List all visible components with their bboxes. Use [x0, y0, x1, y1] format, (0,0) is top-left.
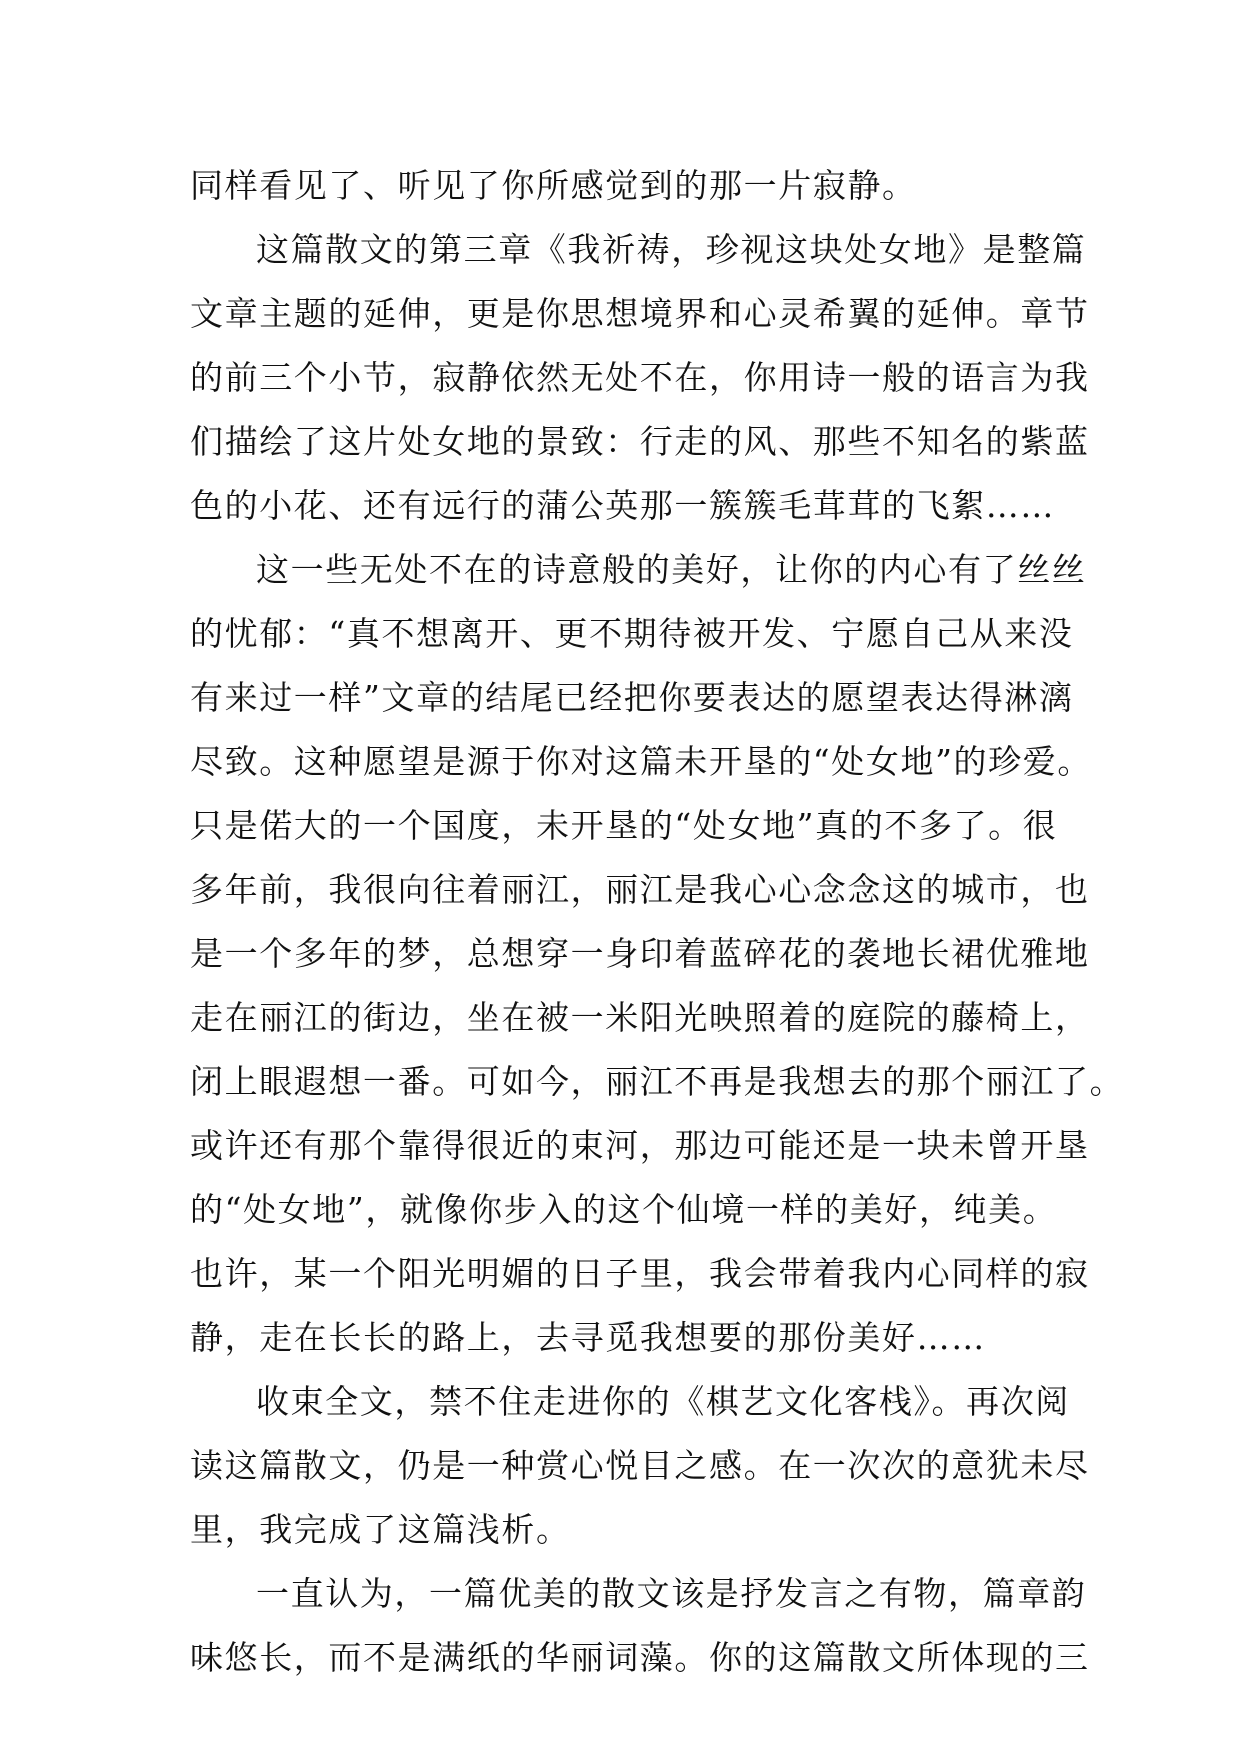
- text-line: 走在丽江的街边，坐在被一米阳光映照着的庭院的藤椅上，: [190, 998, 1090, 1037]
- text-line: 读这篇散文，仍是一种赏心悦目之感。在一次次的意犹未尽: [190, 1446, 1090, 1485]
- text-line: 有来过一样”文章的结尾已经把你要表达的愿望表达得淋漓: [190, 678, 1074, 717]
- text-line: 的“处女地”，就像你步入的这个仙境一样的美好，纯美。: [190, 1190, 1058, 1229]
- paragraph-first-line: 这篇散文的第三章《我祈祷，珍视这块处女地》是整篇: [256, 230, 1087, 269]
- text-line: 是一个多年的梦，总想穿一身印着蓝碎花的袭地长裙优雅地: [190, 934, 1090, 973]
- text-line: 尽致。这种愿望是源于你对这篇未开垦的“处女地”的珍爱。: [190, 742, 1092, 781]
- paragraph-first-line: 一直认为，一篇优美的散文该是抒发言之有物，篇章韵: [256, 1574, 1087, 1613]
- body-text: [190, 154, 1125, 1690]
- text-line: 或许还有那个靠得很近的束河，那边可能还是一块未曾开垦: [190, 1126, 1090, 1165]
- text-line: 多年前，我很向往着丽江，丽江是我心心念念这的城市，也: [190, 870, 1090, 909]
- text-line: 闭上眼遐想一番。可如今，丽江不再是我想去的那个丽江了。: [190, 1062, 1125, 1101]
- text-line: 们描绘了这片处女地的景致：行走的风、那些不知名的紫蓝: [190, 422, 1090, 461]
- paragraph-first-line: 这一些无处不在的诗意般的美好，让你的内心有了丝丝: [256, 550, 1087, 589]
- text-line: 静，走在长长的路上，去寻觅我想要的那份美好……: [190, 1318, 986, 1357]
- text-line: 也许，某一个阳光明媚的日子里，我会带着我内心同样的寂: [190, 1254, 1090, 1293]
- text-line: 文章主题的延伸，更是你思想境界和心灵希翼的延伸。章节: [190, 294, 1090, 333]
- text-line: 的前三个小节，寂静依然无处不在，你用诗一般的语言为我: [190, 358, 1090, 397]
- paragraph-first-line: 收束全文，禁不住走进你的《棋艺文化客栈》。再次阅: [256, 1382, 1070, 1421]
- text-line: 只是偌大的一个国度，未开垦的“处女地”真的不多了。很: [190, 806, 1058, 845]
- text-line: 色的小花、还有远行的蒲公英那一簇簇毛茸茸的飞絮……: [190, 486, 1055, 525]
- text-line: 同样看见了、听见了你所感觉到的那一片寂静。: [190, 166, 917, 205]
- text-line: 里，我完成了这篇浅析。: [190, 1510, 571, 1549]
- text-line: 的忧郁：“真不想离开、更不期待被开发、宁愿自己从来没: [190, 614, 1074, 653]
- text-line: 味悠长，而不是满纸的华丽词藻。你的这篇散文所体现的三: [190, 1638, 1090, 1677]
